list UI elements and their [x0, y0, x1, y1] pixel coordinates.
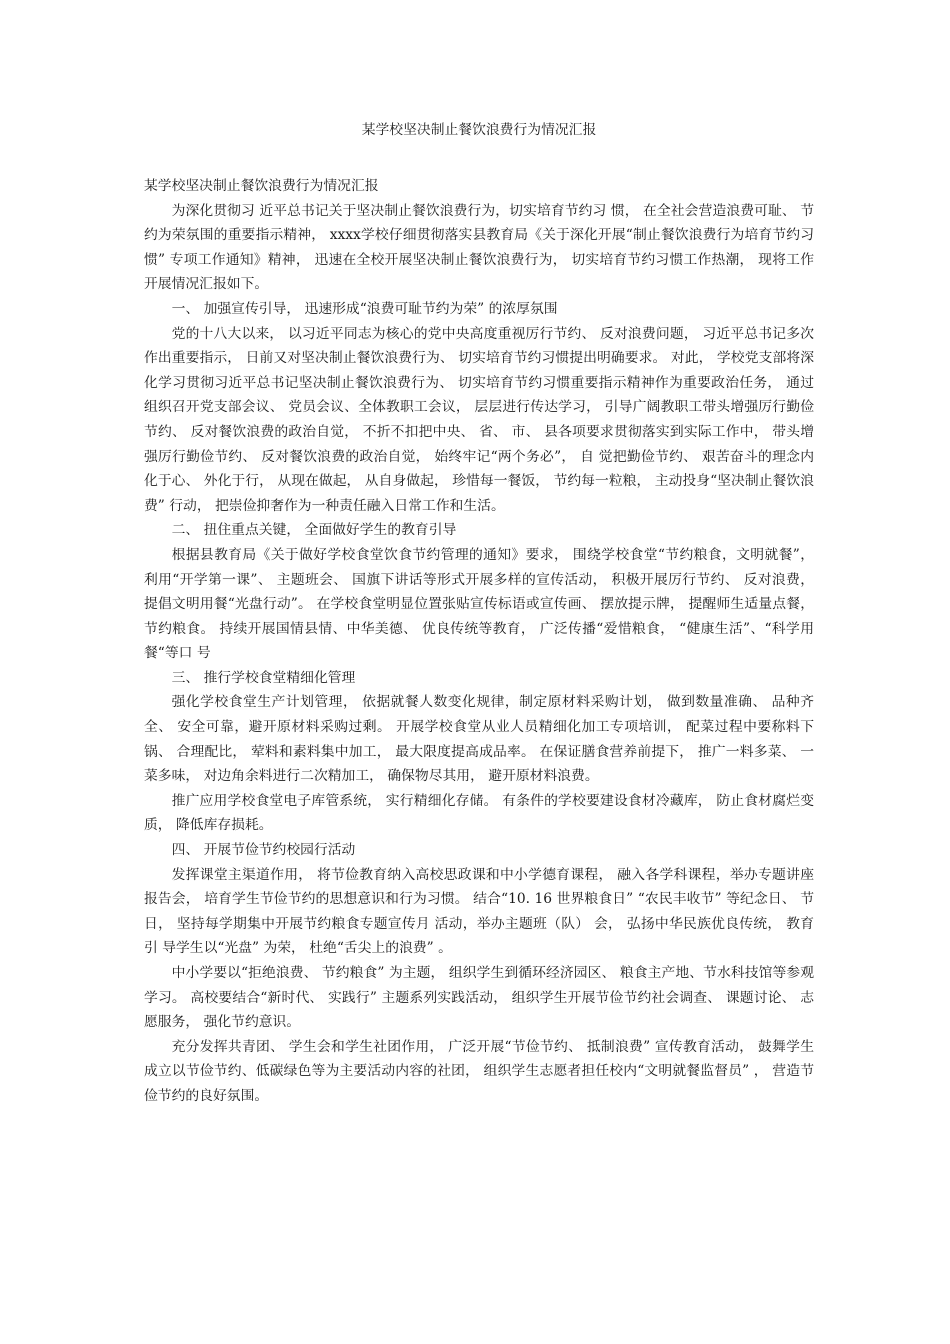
document-body: [144, 118, 814, 1109]
section-1-paragraph-1: 党的十八大以来， 以习近平同志为核心的党中央高度重视厉行节约、 反对浪费问题， 习近平总书记多次作出重要指示， 日前又对坚决制止餐饮浪费行为、 切实培育节约习惯提出明确要求。 对此， 学校党支部将深化学习贯彻习近平总书记坚决制止餐饮浪费行为、 切实培育节约习惯重要指示精神作为重要政治任务， 通过组织召开党支部会议、 党员会议、全体教职工会议， 层层进行传达学习， 引导广阔教职工带头增强厉行勤俭节约、 反对餐饮浪费的政治自觉， 不折不扣把中央、 省、 市、 县各项要求贯彻落实到实际工作中， 带头增强厉行勤俭节约、 反对餐饮浪费的政治自觉， 始终牢记“两个务必”， 自 觉把勤俭节约、 艰苦奋斗的理念内化于心、 外化于行， 从现在做起， 从自身做起， 珍惜每一餐饭， 节约每一粒粮， 主动投身“坚决制止餐饮浪费” 行动， 把崇俭抑奢作为一种责任融入日常工作和生活。: [144, 325, 814, 514]
intro-paragraph: 为深化贯彻习 近平总书记关于坚决制止餐饮浪费行为，切实培育节约习 惯， 在全社会营造浪费可耻、 节约为荣氛围的重要指示精神， xxxx学校仔细贯彻落实县教育局《关于深化开展“制止餐饮浪费行为培育节约习 惯” 专项工作通知》精神， 迅速在全校开展坚决制止餐饮浪费行为， 切实培育节约习惯工作热潮， 现将工作开展情况汇报如下。: [144, 202, 814, 293]
section-4-paragraph-3: 充分发挥共青团、 学生会和学生社团作用， 广泛开展“节俭节约、 抵制浪费” 宣传教育活动， 鼓舞学生成立以节俭节约、低碳绿色等为主要活动内容的社团， 组织学生志愿者担任校内“文明就餐监督员” ， 营造节俭节约的良好氛围。: [144, 1038, 814, 1104]
section-heading-1: 一、 加强宣传引导， 迅速形成“浪费可耻节约为荣” 的浓厚氛围: [171, 300, 558, 317]
document-subtitle: 某学校坚决制止餐饮浪费行为情况汇报: [144, 178, 379, 194]
section-4-paragraph-2: 中小学要以“拒绝浪费、 节约粮食” 为主题， 组织学生到循环经济园区、 粮食主产地、节水科技馆等参观学习。 高校要结合“新时代、 实践行” 主题系列实践活动， 组织学生开展节俭节约社会调查、 课题讨论、 志愿服务， 强化节约意识。: [144, 965, 814, 1031]
section-4-paragraph-1: 发挥课堂主渠道作用， 将节俭教育纳入高校思政课和中小学德育课程， 融入各学科课程，举办专题讲座报告会， 培育学生节俭节约的思想意识和行为习惯。 结合“10. 16 世界粮食日” “农民丰收节” 等纪念日、 节日， 坚持每学期集中开展节约粮食专题宣传月 活动，举办主题班（队） 会， 弘扬中华民族优良传统， 教育引 导学生以“光盘” 为荣， 杜绝“舌尖上的浪费” 。: [144, 866, 814, 957]
section-3-paragraph-1: 强化学校食堂生产计划管理， 依据就餐人数变化规律，制定原材料采购计划， 做到数量准确、 品种齐全、 安全可靠，避开原材料采购过剩。 开展学校食堂从业人员精细化加工专项培训， 配菜过程中要称料下锅、 合理配比， 荤料和素料集中加工， 最大限度提高成品率。 在保证膳食营养前提下， 推广一料多菜、 一菜多味， 对边角余料进行二次精加工， 确保物尽其用， 避开原材料浪费。: [144, 694, 814, 785]
section-2-paragraph-1: 根据县教育局《关于做好学校食堂饮食节约管理的通知》要求， 围绕学校食堂“节约粮食，文明就餐”， 利用“开学第一课”、 主题班会、 国旗下讲话等形式开展多样的宣传活动， 积极开展厉行节约、 反对浪费， 提倡文明用餐“光盘行动”。 在学校食堂明显位置张贴宣传标语或宣传画、 摆放提示牌， 提醒师生适量点餐， 节约粮食。 持续开展国情县情、中华美德、 优良传统等教育， 广泛传播“爱惜粮食， “健康生活”、“科学用餐“等口 号: [144, 546, 814, 662]
section-3-paragraph-2: 推广应用学校食堂电子库管系统， 实行精细化存储。 有条件的学校要建设食材冷藏库， 防止食材腐烂变质， 降低库存损耗。: [144, 792, 814, 834]
document-title: 某学校坚决制止餐饮浪费行为情况汇报: [361, 122, 597, 138]
section-heading-3: 三、 推行学校食堂精细化管理: [171, 669, 356, 686]
section-heading-4: 四、 开展节俭节约校园行活动: [171, 842, 356, 859]
section-heading-2: 二、 扭住重点关键， 全面做好学生的教育引导: [171, 522, 457, 539]
